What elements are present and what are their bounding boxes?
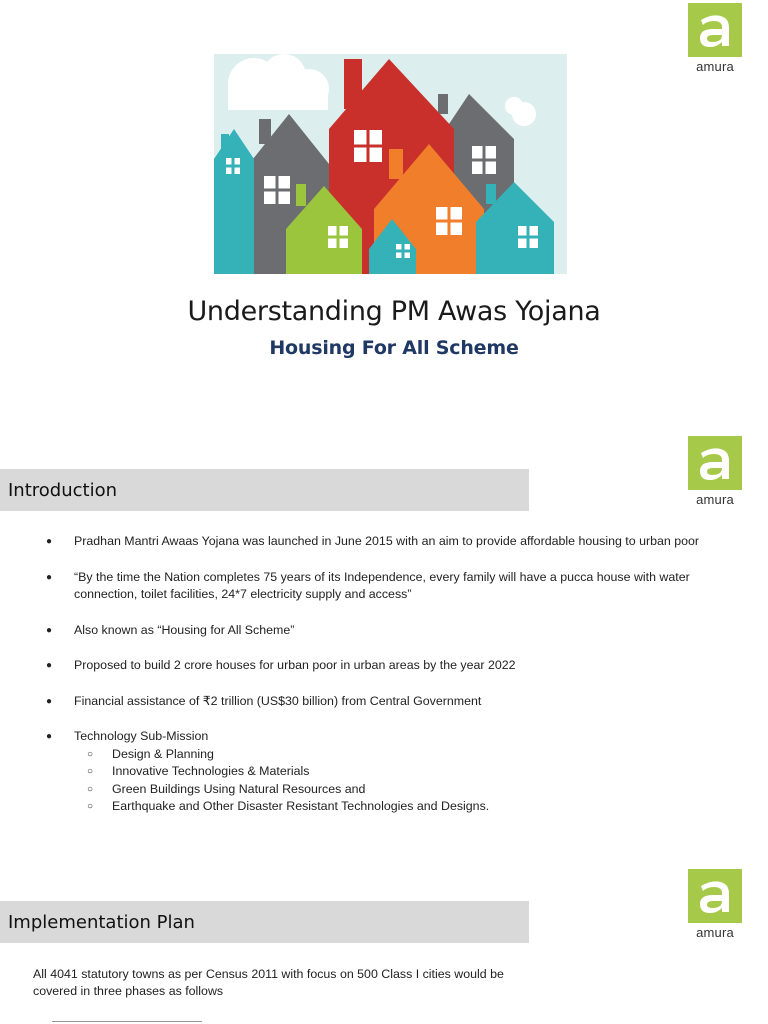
- introduction-heading: Introduction: [0, 469, 529, 511]
- amura-logo: [686, 436, 744, 507]
- sub-list-item: ○ Earthquake and Other Disaster Resistant Technologies and Designs.: [74, 798, 704, 816]
- implementation-heading: Implementation Plan: [0, 901, 529, 943]
- sub-list-item: ○ Green Buildings Using Natural Resources and: [74, 781, 704, 799]
- list-item-technology-sub-mission: [44, 728, 704, 816]
- sub-list-item: ○ Innovative Technologies & Materials: [74, 763, 704, 781]
- list-item: ● Pradhan Mantri Awaas Yojana was launched in June 2015 with an aim to provide affordable housing to urban poor: [44, 533, 704, 551]
- logo-a-icon: [693, 441, 737, 485]
- list-item: ● Financial assistance of ₹2 trillion (US$30 billion) from Central Government: [44, 693, 704, 711]
- implementation-text: All 4041 statutory towns as per Census 2011 with focus on 500 Class I cities would be covered in three phases as follows: [33, 967, 504, 998]
- list-item: ● Also known as “Housing for All Scheme”: [44, 622, 704, 640]
- sub-list-item: ○ Design & Planning: [74, 746, 704, 764]
- page-subtitle: Housing For All Scheme: [269, 337, 519, 359]
- logo-wordmark: amura: [696, 925, 734, 940]
- amura-logo: [686, 869, 744, 940]
- amura-logo: [686, 3, 744, 74]
- logo-wordmark: amura: [696, 492, 734, 507]
- logo-a-icon: [693, 8, 737, 52]
- list-item: ● Proposed to build 2 crore houses for urban poor in urban areas by the year 2022: [44, 657, 704, 675]
- page-title: Understanding PM Awas Yojana: [187, 296, 601, 327]
- sub-list: [74, 746, 704, 816]
- divider: [52, 1021, 202, 1022]
- houses-illustration: [214, 54, 567, 274]
- introduction-list: [44, 533, 704, 834]
- logo-wordmark: amura: [696, 59, 734, 74]
- logo-tile: [688, 436, 742, 490]
- logo-tile: [688, 869, 742, 923]
- list-item-label: Technology Sub-Mission: [74, 729, 209, 743]
- list-item: ● “By the time the Nation completes 75 years of its Independence, every family will have a pucca house with water connection, toilet facilities, 24*7 electricity supply and access”: [44, 569, 704, 604]
- logo-a-icon: [693, 874, 737, 918]
- logo-tile: [688, 3, 742, 57]
